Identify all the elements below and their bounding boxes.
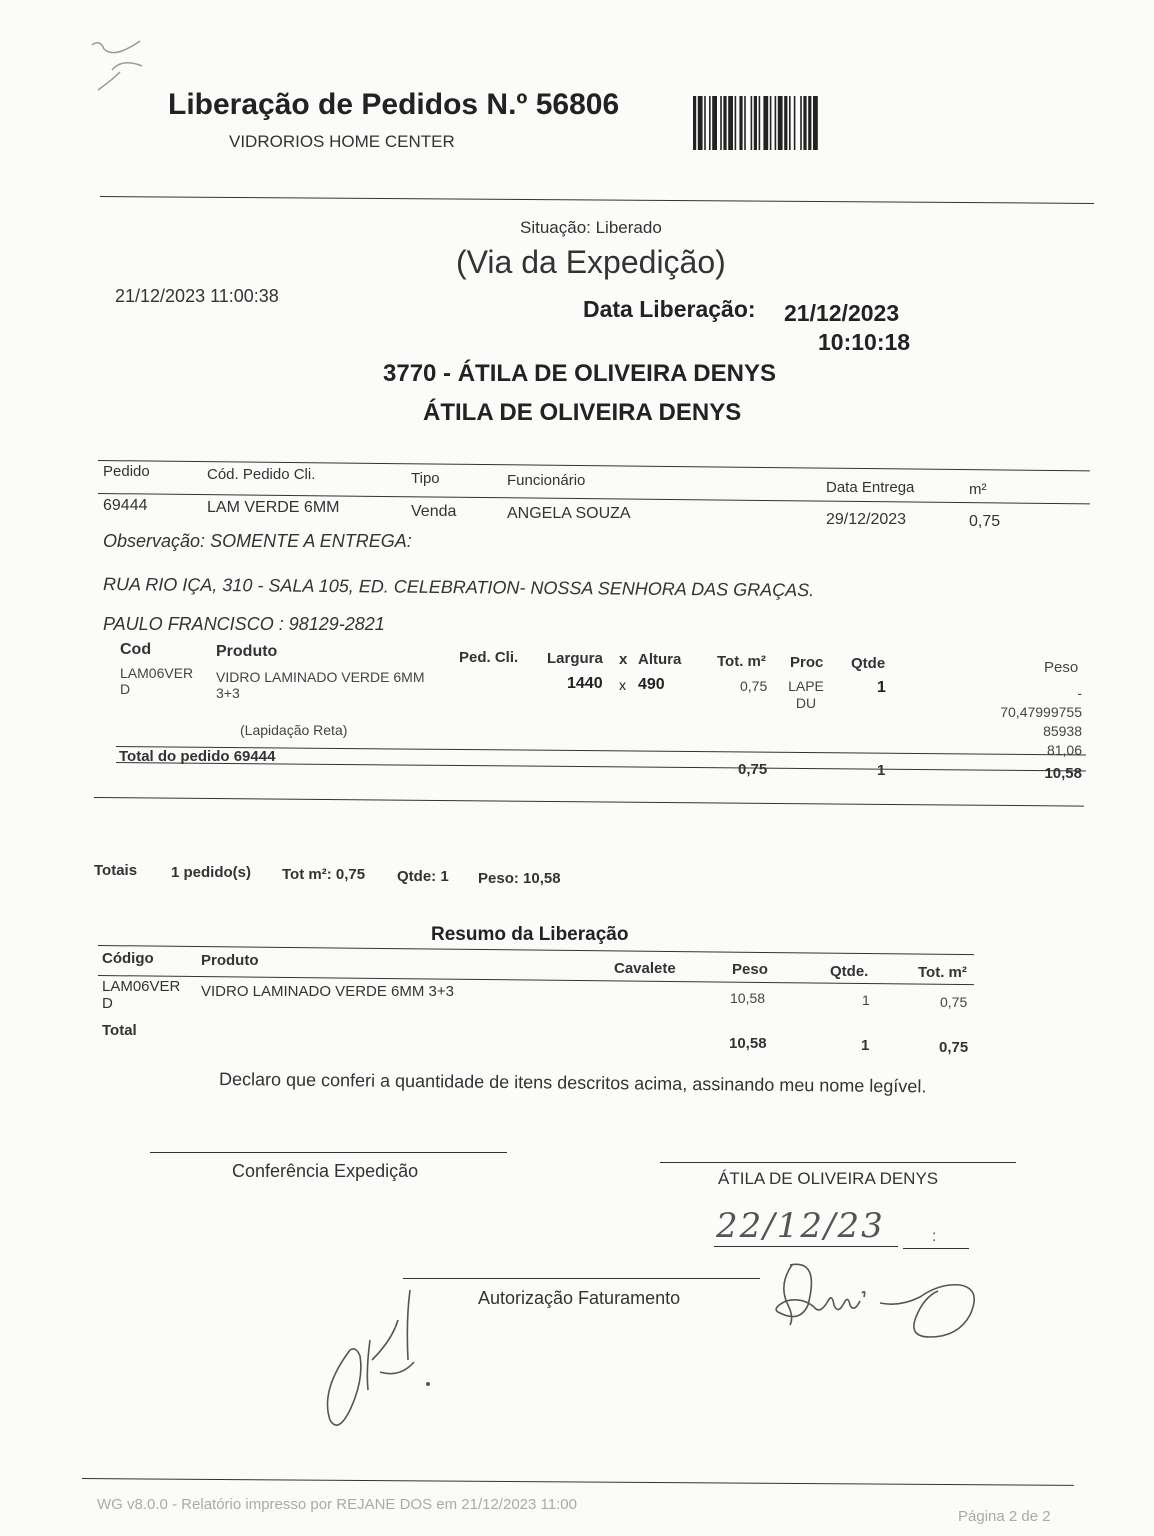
via-label: (Via da Expedição)	[456, 244, 726, 280]
item-product	[216, 669, 424, 701]
col-header-pedido: Pedido	[103, 463, 150, 480]
item-weight-line2: 85938	[1043, 723, 1082, 739]
handwritten-date: 22/12/23	[716, 1206, 885, 1246]
liberation-label: Data Liberação:	[583, 296, 756, 322]
item-proc	[786, 678, 826, 712]
client-code-name: 3770 - ÁTILA DE OLIVEIRA DENYS	[383, 360, 776, 387]
item-header-tot-m2: Tot. m²	[717, 653, 766, 670]
item-qty: 1	[877, 679, 886, 696]
signature-line	[403, 1278, 760, 1279]
summary-header-code: Código	[102, 950, 154, 967]
item-header-produto: Produto	[216, 643, 278, 660]
date-underline	[714, 1246, 898, 1247]
summary-header-tot-m2: Tot. m²	[918, 964, 967, 981]
order-total-label: Total do pedido 69444	[119, 748, 276, 765]
client-name: ÁTILA DE OLIVEIRA DENYS	[423, 399, 742, 426]
summary-qty: 1	[862, 992, 870, 1008]
summary-total-tot-m2: 0,75	[939, 1039, 969, 1056]
totals-label: Totais	[94, 862, 138, 879]
totals-m2: Tot m²: 0,75	[282, 866, 366, 883]
print-datetime: 21/12/2023 11:00:38	[115, 286, 279, 306]
col-header-data-entrega: Data Entrega	[826, 479, 915, 496]
signature-label-conferencia: Conferência Expedição	[232, 1161, 419, 1181]
observation-label: Observação:	[103, 531, 206, 551]
liberation-time: 10:10:18	[818, 329, 911, 355]
contact: PAULO FRANCISCO : 98129-2821	[103, 614, 385, 634]
item-product-line1: VIDRO LAMINADO VERDE 6MM	[216, 669, 425, 685]
declaration-text: Declaro que conferi a quantidade de itens descritos acima, assinando meu nome legível.	[218, 1069, 927, 1097]
footer-report: WG v8.0.0 - Relatório impresso por REJANE DOS em 21/12/2023 11:00	[97, 1496, 577, 1513]
item-weight-line1: 70,47999755	[1000, 704, 1082, 720]
divider	[100, 196, 1094, 204]
summary-header-weight: Peso	[732, 961, 768, 978]
summary-title: Resumo da Liberação	[431, 924, 629, 945]
delivery-address: RUA RIO IÇA, 310 - SALA 105, ED. CELEBRATION- NOSSA SENHORA DAS GRAÇAS.	[102, 574, 815, 601]
divider	[116, 762, 1086, 771]
footer-divider	[82, 1478, 1074, 1486]
item-proc-line2: DU	[795, 695, 817, 711]
totals-orders: 1 pedido(s)	[171, 864, 252, 881]
item-x: x	[619, 677, 626, 693]
summary-total-label: Total	[102, 1022, 137, 1039]
summary-code-line1: LAM06VER	[102, 978, 181, 995]
item-header-cod: Cod	[120, 641, 152, 658]
item-header-ped-cli: Ped. Cli.	[459, 649, 519, 666]
item-code-line1: LAM06VER	[120, 665, 194, 681]
observation-text: SOMENTE A ENTREGA:	[210, 531, 412, 551]
order-total-weight: 10,58	[1044, 765, 1082, 782]
footer-page: Página 2 de 2	[958, 1508, 1051, 1525]
col-header-m2: m²	[969, 481, 987, 498]
document-title: Liberação de Pedidos N.º 56806	[168, 88, 620, 121]
summary-code	[102, 978, 180, 1012]
barcode	[693, 96, 869, 150]
item-width: 1440	[567, 675, 603, 692]
col-header-tipo: Tipo	[411, 470, 440, 487]
handwritten-signature	[770, 1255, 985, 1355]
summary-total-qty: 1	[861, 1037, 870, 1054]
item-weight-line3: 81,06	[1046, 742, 1082, 758]
item-header-qtde: Qtde	[851, 655, 886, 672]
order-delivery-date: 29/12/2023	[826, 511, 907, 528]
signature-line	[150, 1152, 507, 1153]
totals-qty: Qtde: 1	[397, 868, 449, 885]
summary-header-product: Produto	[201, 952, 259, 969]
status: Situação: Liberado	[520, 218, 662, 237]
company-name: VIDRORIOS HOME CENTER	[229, 132, 455, 151]
order-total-qty: 1	[877, 762, 886, 779]
summary-weight: 10,58	[730, 990, 766, 1006]
summary-tot-m2: 0,75	[940, 994, 968, 1010]
time-placeholder: :	[932, 1228, 937, 1245]
liberation-date: 21/12/2023	[784, 300, 900, 326]
item-code-line2: D	[120, 681, 131, 697]
item-header-peso: Peso	[1044, 659, 1079, 676]
item-header-largura: Largura	[547, 650, 603, 667]
signature-line	[660, 1162, 1016, 1163]
summary-product: VIDRO LAMINADO VERDE 6MM 3+3	[201, 983, 454, 1000]
summary-code-line2: D	[102, 995, 113, 1012]
order-employee: ANGELA SOUZA	[507, 505, 631, 522]
signature-label-client: ÁTILA DE OLIVEIRA DENYS	[718, 1169, 939, 1188]
item-header-x: x	[619, 651, 628, 668]
item-header-altura: Altura	[638, 651, 682, 668]
item-weight	[982, 684, 1082, 760]
col-header-cod-pedido-cli: Cód. Pedido Cli.	[207, 466, 316, 483]
item-tot-m2: 0,75	[740, 678, 768, 694]
time-underline	[903, 1248, 969, 1249]
item-header-proc: Proc	[790, 654, 824, 671]
item-code	[120, 665, 193, 697]
item-proc-line1: LAPE	[788, 678, 824, 694]
observation	[103, 531, 412, 552]
order-m2: 0,75	[969, 513, 1001, 530]
order-total-m2: 0,75	[738, 761, 768, 778]
handwritten-ok-mark	[310, 1280, 450, 1440]
item-process-note: (Lapidação Reta)	[240, 722, 348, 738]
item-weight-dash: -	[1077, 685, 1082, 701]
col-header-funcionario: Funcionário	[507, 472, 586, 489]
signature-label-autorizacao: Autorização Faturamento	[478, 1288, 681, 1308]
totals-weight: Peso: 10,58	[478, 870, 561, 887]
order-number: 69444	[103, 497, 148, 514]
handwritten-mark	[82, 30, 162, 105]
divider	[94, 797, 1084, 807]
summary-total-weight: 10,58	[729, 1035, 767, 1052]
item-product-line2: 3+3	[216, 685, 240, 701]
summary-header-cavalete: Cavalete	[614, 960, 676, 977]
summary-header-qty: Qtde.	[830, 963, 869, 980]
item-height: 490	[638, 676, 665, 693]
order-type: Venda	[411, 503, 457, 520]
order-client-code: LAM VERDE 6MM	[207, 499, 340, 516]
